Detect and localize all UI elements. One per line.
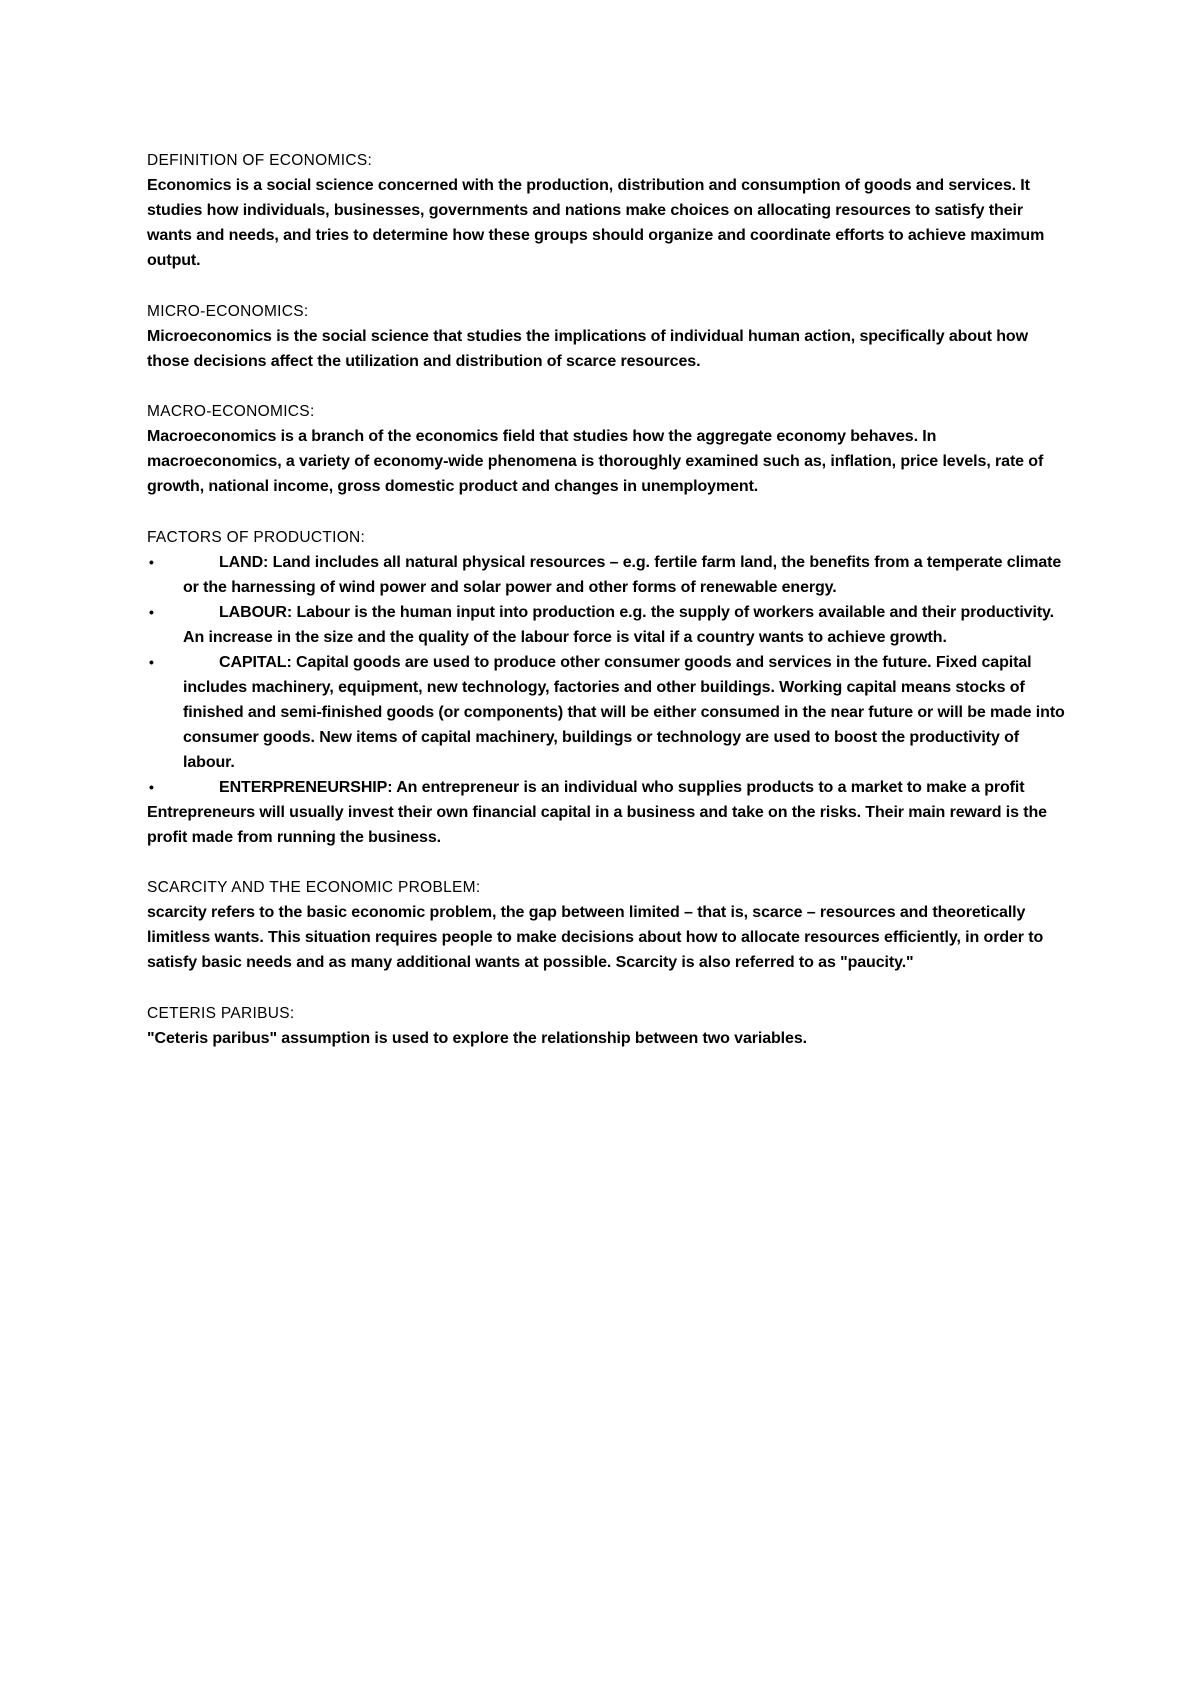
bullet-icon: • bbox=[149, 603, 154, 620]
section-text: scarcity refers to the basic economic problem, the gap between limited – that is, scarce – resources and theoretically limitless wants. This situation requires people to make decisions about how to allocate resources efficiently, in order to satisfy basic needs and as many additional wants at possible. Scarcity is also referred to as "paucity." bbox=[147, 904, 1044, 971]
factor-term: ENTERPRENEURSHIP: bbox=[219, 778, 393, 796]
factors-list bbox=[147, 550, 1067, 800]
factor-text: Land includes all natural physical resources – e.g. fertile farm land, the benefits from a temperate climate or the harnessing of wind power and solar power and other forms of renewable energy. bbox=[183, 553, 1062, 596]
list-item bbox=[147, 775, 1067, 800]
section-scarcity bbox=[147, 875, 1067, 975]
factor-text: Labour is the human input into production e.g. the supply of workers available and their productivity. An increase in the size and the quality of the labour force is vital if a country wants to achieve growth. bbox=[183, 603, 1055, 646]
bullet-icon: • bbox=[149, 653, 154, 670]
section-heading: FACTORS OF PRODUCTION: bbox=[147, 528, 366, 546]
factor-text: Capital goods are used to produce other consumer goods and services in the future. Fixed capital includes machinery, equipment, new technology, factories and other buildings. Working capital means stocks of finished and semi-finished goods (or components) that will be either consumed in the near future or will be made into consumer goods. New items of capital machinery, buildings or technology are used to boost the productivity of labour. bbox=[183, 653, 1065, 771]
factor-term: CAPITAL: bbox=[219, 653, 292, 671]
factor-text: An entrepreneur is an individual who supplies products to a market to make a profit bbox=[396, 778, 1025, 796]
list-item bbox=[147, 650, 1067, 775]
bullet-icon: • bbox=[149, 553, 154, 570]
section-heading: MACRO-ECONOMICS: bbox=[147, 403, 315, 420]
bullet-icon: • bbox=[149, 778, 154, 795]
factor-term: LAND: bbox=[219, 553, 269, 571]
section-heading: DEFINITION OF ECONOMICS: bbox=[147, 152, 373, 169]
section-text: Macroeconomics is a branch of the economics field that studies how the aggregate economy behaves. In macroeconomics, a variety of economy-wide phenomena is thoroughly examined such as, inflation, price levels, rate of growth, national income, gross domestic product and changes in unemployment. bbox=[147, 428, 1044, 495]
document-page bbox=[147, 148, 1067, 1076]
section-text: Economics is a social science concerned with the production, distribution and consumption of goods and services. It studies how individuals, businesses, governments and nations make choices on allocating resources to satisfy their wants and needs, and tries to determine how these groups should organize and coordinate efforts to achieve maximum output. bbox=[147, 177, 1045, 269]
list-item bbox=[147, 600, 1067, 650]
section-text: "Ceteris paribus" assumption is used to explore the relationship between two variables. bbox=[147, 1029, 807, 1047]
section-heading: MICRO-ECONOMICS: bbox=[147, 302, 309, 320]
section-heading: CETERIS PARIBUS: bbox=[147, 1004, 295, 1022]
section-definition bbox=[147, 148, 1067, 273]
section-text: Microeconomics is the social science that studies the implications of individual human action, specifically about how those decisions affect the utilization and distribution of scarce resources. bbox=[147, 327, 1028, 370]
section-macro-economics bbox=[147, 399, 1067, 499]
list-item bbox=[147, 550, 1067, 600]
section-ceteris-paribus bbox=[147, 1001, 1067, 1051]
factor-term: LABOUR: bbox=[219, 603, 293, 621]
section-heading: SCARCITY AND THE ECONOMIC PROBLEM: bbox=[147, 879, 481, 896]
section-text: Entrepreneurs will usually invest their own financial capital in a business and take on the risks. Their main reward is the profit made from running the business. bbox=[147, 803, 1047, 846]
section-factors-of-production bbox=[147, 525, 1067, 850]
section-micro-economics bbox=[147, 299, 1067, 374]
